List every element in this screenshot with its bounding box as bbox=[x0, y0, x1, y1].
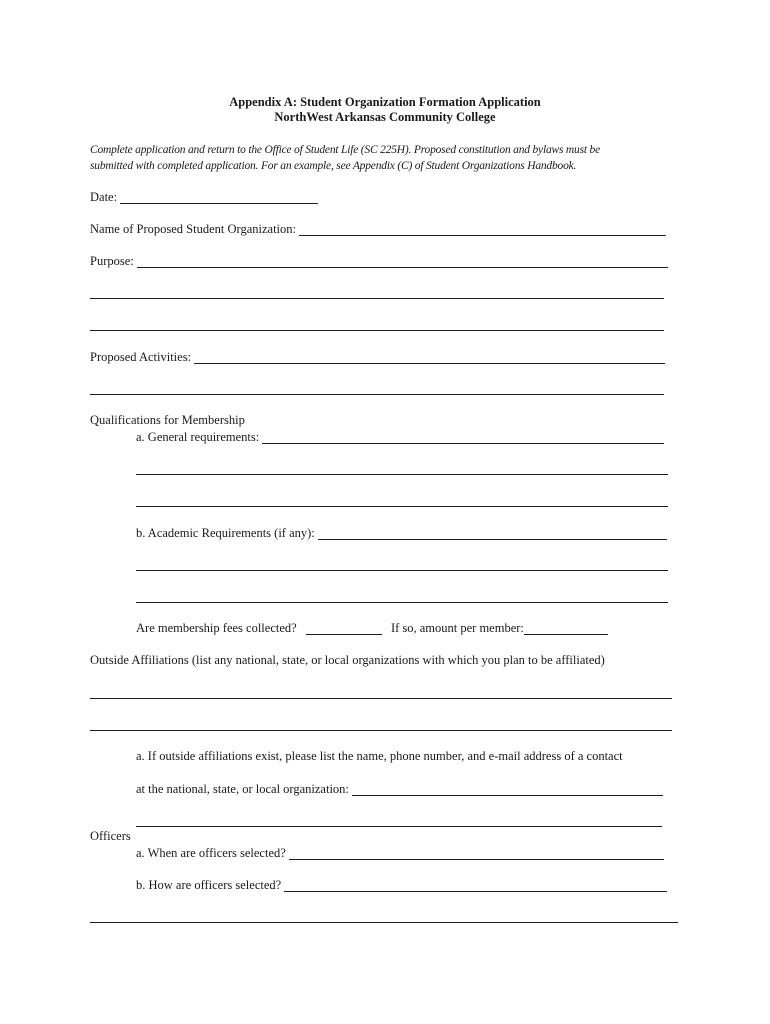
contact-field[interactable] bbox=[352, 782, 663, 796]
date-label: Date: bbox=[90, 190, 118, 204]
activities-field[interactable] bbox=[194, 350, 665, 364]
outside-affiliations-label: Outside Affiliations (list any national, state, or local organizations with which you plan to be affiliated) bbox=[90, 653, 605, 667]
officers-how-label: b. How are officers selected? bbox=[136, 878, 282, 892]
general-req-label: a. General requirements: bbox=[136, 430, 260, 444]
date-row bbox=[90, 189, 318, 205]
officers-when-field[interactable] bbox=[289, 846, 664, 860]
officers-how-row bbox=[136, 877, 667, 893]
purpose-line-2[interactable] bbox=[90, 298, 664, 299]
org-name-row bbox=[90, 221, 666, 237]
form-subtitle: NorthWest Arkansas Community College bbox=[274, 110, 496, 124]
fees-field[interactable] bbox=[306, 621, 382, 635]
general-req-line-3[interactable] bbox=[136, 506, 668, 507]
activities-row bbox=[90, 349, 665, 365]
general-req-field[interactable] bbox=[262, 430, 664, 444]
fees-row bbox=[136, 621, 608, 636]
purpose-line-3[interactable] bbox=[90, 330, 664, 331]
contact-line-2[interactable] bbox=[136, 826, 662, 827]
activities-line-2[interactable] bbox=[90, 394, 664, 395]
academic-req-field[interactable] bbox=[318, 526, 667, 540]
purpose-field[interactable] bbox=[137, 254, 668, 268]
amount-field[interactable] bbox=[524, 621, 608, 635]
contact-label: at the national, state, or local organization: bbox=[136, 782, 349, 796]
activities-label: Proposed Activities: bbox=[90, 350, 192, 364]
org-name-field[interactable] bbox=[299, 222, 666, 236]
purpose-row bbox=[90, 253, 668, 269]
contact-instruction-1: a. If outside affiliations exist, please list the name, phone number, and e-mail address of a contact bbox=[136, 749, 623, 763]
qualifications-heading: Qualifications for Membership bbox=[90, 413, 245, 427]
amount-question: If so, amount per member: bbox=[390, 621, 524, 635]
purpose-label: Purpose: bbox=[90, 254, 134, 268]
general-req-line-2[interactable] bbox=[136, 474, 668, 475]
instructions-line-2: submitted with completed application. For an example, see Appendix (C) of Student Organizations Handbook. bbox=[90, 160, 577, 172]
officers-heading: Officers bbox=[90, 829, 131, 843]
date-field[interactable] bbox=[120, 190, 318, 204]
academic-req-line-3[interactable] bbox=[136, 602, 668, 603]
contact-row bbox=[136, 781, 663, 797]
academic-req-row bbox=[136, 525, 667, 541]
form-title: Appendix A: Student Organization Formation Application bbox=[229, 95, 541, 109]
fees-question: Are membership fees collected? bbox=[136, 621, 297, 635]
academic-req-label: b. Academic Requirements (if any): bbox=[136, 526, 315, 540]
officers-when-row bbox=[136, 845, 664, 861]
affiliations-line-1[interactable] bbox=[90, 698, 672, 699]
org-name-label: Name of Proposed Student Organization: bbox=[90, 222, 296, 236]
officers-line-2[interactable] bbox=[90, 922, 678, 923]
officers-when-label: a. When are officers selected? bbox=[136, 846, 286, 860]
affiliations-line-2[interactable] bbox=[90, 730, 672, 731]
officers-how-field[interactable] bbox=[284, 878, 667, 892]
academic-req-line-2[interactable] bbox=[136, 570, 668, 571]
instructions-line-1: Complete application and return to the Office of Student Life (SC 225H). Proposed constitution and bylaws must be bbox=[90, 144, 600, 156]
general-req-row bbox=[136, 429, 664, 445]
